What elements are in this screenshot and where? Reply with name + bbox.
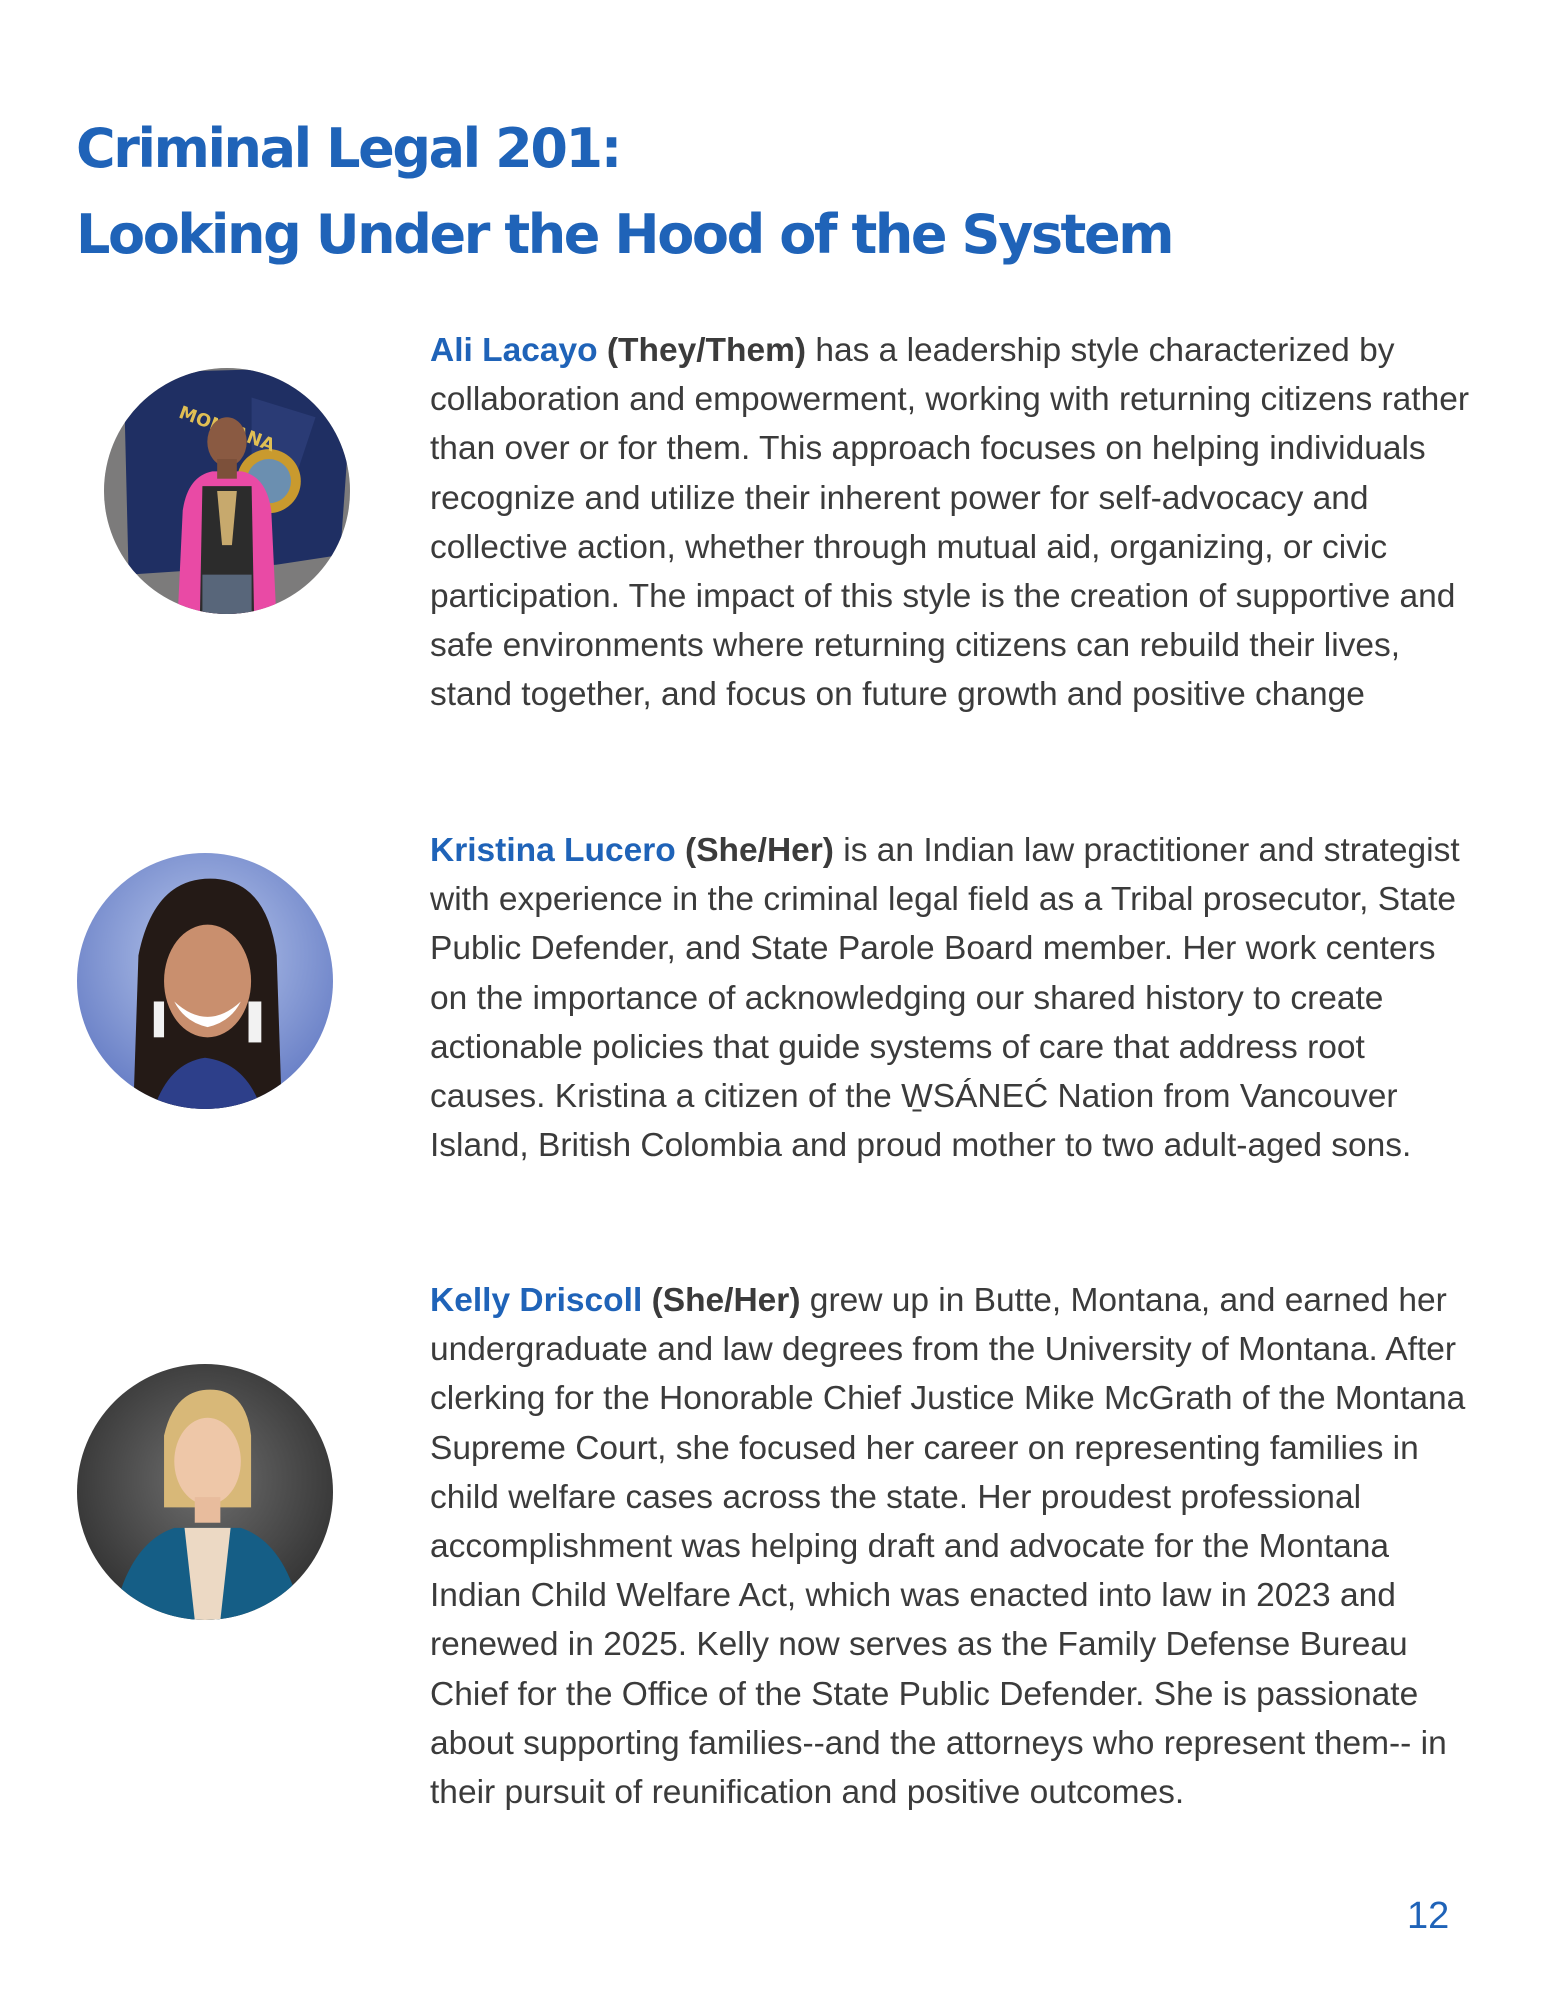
bio-pronouns: (They/Them) [606,332,807,369]
bio-text: grew up in Butte, Montana, and earned her undergraduate and law degrees from the University of Montana. After clerking for the Honorable Chief Justice Mike McGrath of the Montana Supreme Court, she focused her career on representing families in child welfare cases across the state. Her proudest professional accomplishment was helping draft and advocate for the Montana Indian Child Welfare Act, which was enacted into law in 2023 and renewed in 2025. Kelly now serves as the Family Defense Bureau Chief for the Office of the State Public Defender. She is passionate about supporting families--and the attorneys who represent them-- in their pursuit of reunification and positive outcomes. [430,1282,1466,1812]
bio-ali-lacayo [430,326,1470,720]
bio-pronouns: (She/Her) [651,1282,801,1319]
page-title-line-1: Criminal Legal 201: [76,117,620,180]
bio-pronouns: (She/Her) [685,832,834,869]
page-title [76,106,1172,278]
bio-kelly-driscoll [430,1276,1470,1817]
page-title-line-2: Looking Under the Hood of the System [76,203,1173,266]
bio-text: has a leadership style characterized by collaboration and empowerment, working with returning citizens rather than over or for them. This approach focuses on helping individuals recognize and utilize their inherent power for self-advocacy and collective action, whether through mutual aid, organizing, or civic participation. The impact of this style is the creation of supportive and safe environments where returning citizens can rebuild their lives, stand together, and focus on future growth and positive change [430,332,1470,714]
page-number: 12 [1407,1895,1450,1937]
bio-name: Kelly Driscoll [430,1282,643,1319]
bio-paragraph [430,1276,1470,1817]
kelly-driscoll-photo [77,1364,333,1620]
bio-text: is an Indian law practitioner and strategist with experience in the criminal legal field as a Tribal prosecutor, State Public Defender, and State Parole Board member. Her work centers on the importance of acknowledging our shared history to create actionable policies that guide systems of care that address root causes. Kristina a citizen of the W̱SÁNEĆ Nation from Vancouver Island, British Colombia and proud mother to two adult-aged sons. [430,832,1460,1165]
bio-name: Kristina Lucero [430,832,676,869]
bio-kristina-lucero [430,826,1470,1170]
kristina-lucero-photo [77,853,333,1109]
bio-paragraph [430,826,1470,1170]
ali-lacayo-photo [104,368,350,614]
bio-paragraph [430,326,1470,720]
bio-name: Ali Lacayo [430,332,598,369]
